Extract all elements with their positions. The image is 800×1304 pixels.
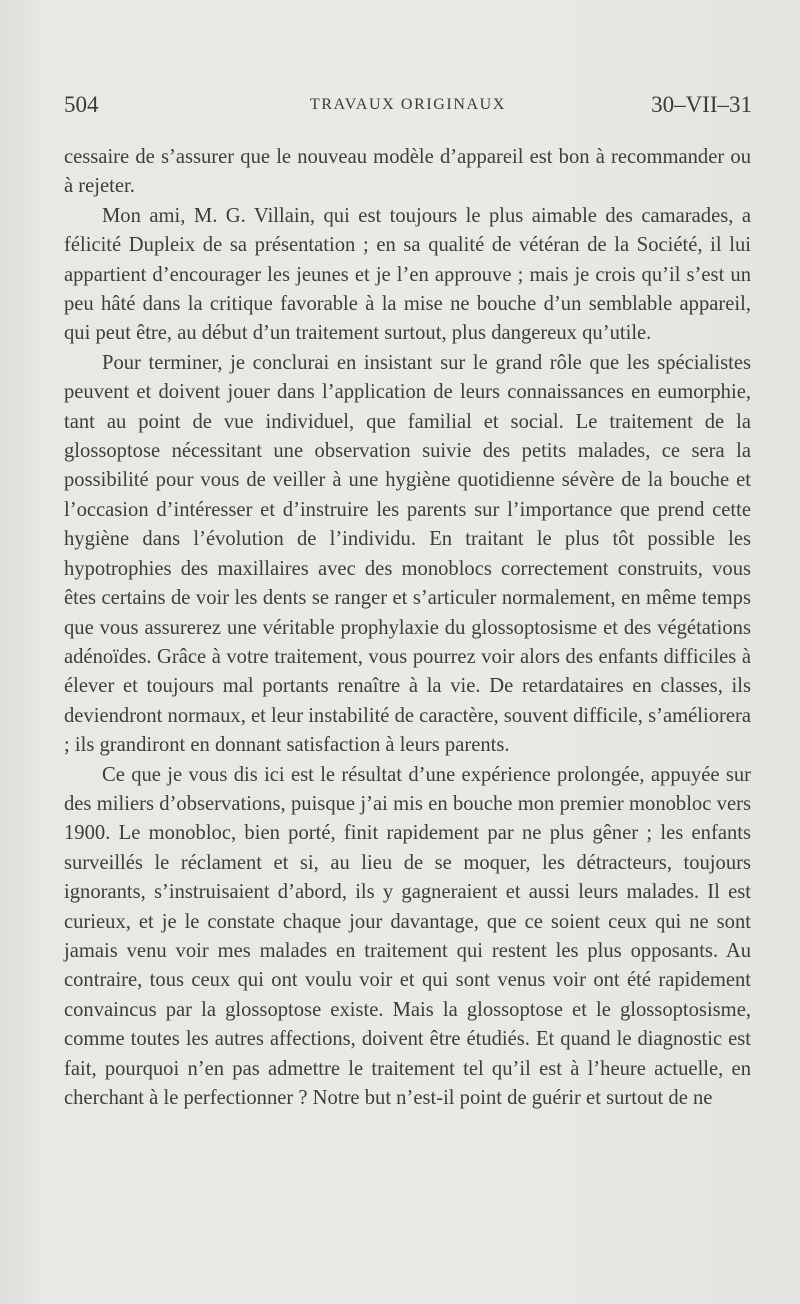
paragraph-continuation: cessaire de s’assurer que le nouveau modèle d’appareil est bon à recommander ou à rejeter. <box>64 146 751 198</box>
page-number: 504 <box>64 92 99 117</box>
paragraph-experience: Ce que je vous dis ici est le résultat d’une expérience prolongée, appuyée sur des miliers d’observations, puisque j’ai mis en bouche mon premier monobloc vers 1900. Le monobloc, bien porté, finit rapidement par ne plus gêner ; les enfants surveillés le réclament et si, au lieu de se moquer, les détracteurs, toujours ignorants, s’instruisaient d’abord, ils y gagneraient et aussi leurs malades. Il est curieux, et je le constate chaque jour davantage, que ce soient ceux qui ne sont jamais venu voir mes malades en traitement qui restent les plus opposants. Au contraire, tous ceux qui ont voulu voir et qui sont venus voir ont été rapidement convaincus par la glossoptose existe. Mais la glossoptose et le glossoptosisme, comme toutes les autres affections, doivent être étudiés. Et quand le diagnostic est fait, pourquoi n’en pas admettre le traitement tel qu’il est à l’heure actuelle, en cherchant à le perfectionner ? Notre but n’est-il point de guérir et surtout de ne <box>64 763 751 1109</box>
page-header <box>64 92 752 122</box>
running-title: TRAVAUX ORIGINAUX <box>310 96 506 113</box>
issue-date: 30–VII–31 <box>651 92 752 117</box>
body-text <box>64 143 751 1113</box>
paragraph-villain: Mon ami, M. G. Villain, qui est toujours le plus aimable des camarades, a félicité Dupleix de sa présentation ; en sa qualité de vétéran de la Société, il lui appartient d’encourager les jeunes et je l’en approuve ; mais je crois qu’il s’est un peu hâté dans la critique favorable à la mise ne bouche d’un semblable appareil, qui peut être, au début d’un traitement surtout, plus dangereux qu’utile. <box>64 204 751 345</box>
paragraph-conclusion: Pour terminer, je conclurai en insistant sur le grand rôle que les spécialistes peuvent et doivent jouer dans l’application de leurs connaissances en eumorphie, tant au point de vue individuel, que familial et social. Le traitement de la glossoptose nécessitant une observation suivie des petits malades, ce sera la possibilité pour vous de veiller à une hygiène quotidienne sévère de la bouche et l’occasion d’intéresser et d’instruire les parents sur l’importance que prend cette hygiène dans l’évolution de l’individu. En traitant le plus tôt possible les hypotrophies des maxillaires avec des monoblocs correctement construits, vous êtes certains de voir les dents se ranger et s’articuler normalement, en même temps que vous assurerez une véritable prophylaxie du glossoptosisme et des végétations adénoïdes. Grâce à votre traitement, vous pourrez voir alors des enfants difficiles à élever et toujours mal portants renaître à la vie. De retardataires en classes, ils deviendront normaux, et leur instabilité de caractère, souvent difficile, s’améliorera ; ils grandiront en donnant satisfaction à leurs parents. <box>64 351 751 757</box>
